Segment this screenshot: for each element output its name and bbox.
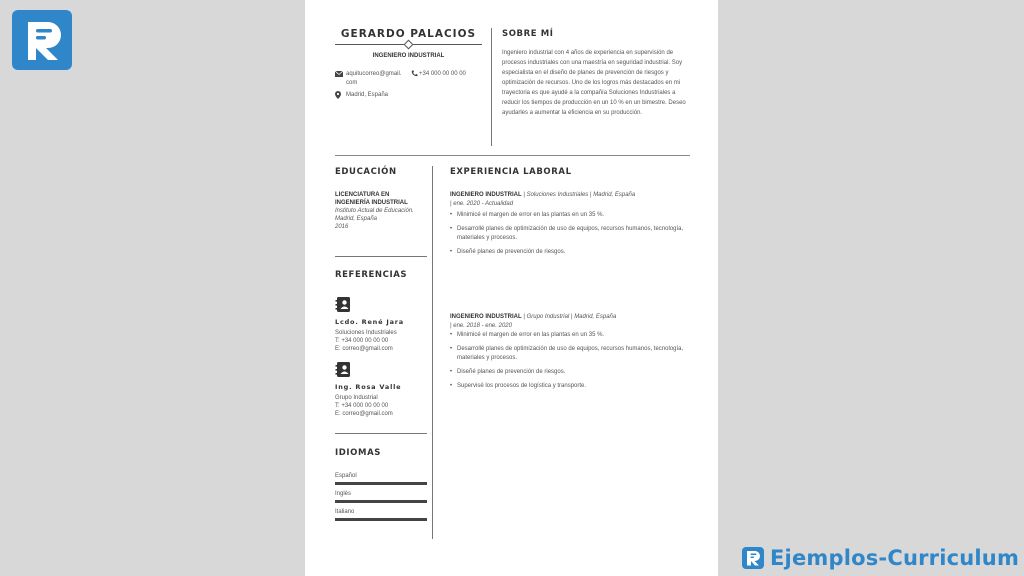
reference-name: Ing. Rosa Valle <box>335 383 402 391</box>
header-vertical-divider <box>491 28 492 146</box>
about-heading: SOBRE MÍ <box>502 29 554 39</box>
section-divider <box>335 155 690 156</box>
job-dates-line: | ene. 2020 - Actualidad <box>450 201 514 207</box>
reference-email: E: correo@gmail.com <box>335 346 393 352</box>
education-school: Instituto Actual de Educación. <box>335 208 414 214</box>
job-bullets <box>450 331 688 391</box>
reference-company: Grupo Industrial <box>335 395 378 401</box>
contact-phone: +34 000 00 00 00 <box>419 71 466 77</box>
reference-email: E: correo@gmail.com <box>335 411 393 417</box>
candidate-name: GERARDO PALACIOS <box>340 28 477 40</box>
language-level-bar <box>335 518 427 521</box>
job-header: INGENIERO INDUSTRIAL | Soluciones Industriales | Madrid, España <box>450 192 636 198</box>
brand-text: Ejemplos-Curriculum <box>770 546 1020 570</box>
job-dates-line: | ene. 2018 - ene. 2020 <box>450 323 512 329</box>
contact-location: Madrid, España <box>346 92 389 98</box>
job-dates: ene. 2018 - ene. 2020 <box>453 323 512 329</box>
language-name: Español <box>335 473 357 479</box>
contact-book-icon <box>335 296 352 313</box>
education-location: Madrid, España <box>335 216 378 222</box>
job-dates: ene. 2020 - Actualidad <box>453 201 514 207</box>
email-line-1: aquitucorreo@gmail. <box>346 71 402 77</box>
job-title: INGENIERO INDUSTRIAL <box>372 53 445 59</box>
education-heading: EDUCACIÓN <box>335 167 397 177</box>
job-bullet: • Diseñé planes de prevención de riesgos. <box>450 248 688 257</box>
reference-name: Lcdo. René Jara <box>335 318 404 326</box>
education-year: 2016 <box>335 224 349 230</box>
contact-book-icon <box>335 361 352 378</box>
job-bullet: • Desarrollé planes de optimización de uso de equipos, recursos humanos, tecnología, materiales y procesos. <box>450 225 688 243</box>
language-name: Italiano <box>335 509 355 515</box>
experience-heading: EXPERIENCIA LABORAL <box>450 167 572 177</box>
job-location: Madrid, España <box>593 192 636 198</box>
phone-icon <box>411 70 418 77</box>
email-line-2: com <box>346 80 358 86</box>
job-header: INGENIERO INDUSTRIAL | Grupo Industrial | Madrid, España <box>450 314 617 320</box>
contact-email <box>346 70 408 88</box>
map-pin-icon <box>335 91 341 99</box>
job-company: Grupo Industrial <box>526 314 570 320</box>
job-entry <box>450 191 688 262</box>
job-bullet: • Diseñé planes de prevención de riesgos. <box>450 368 688 377</box>
column-divider <box>432 166 433 539</box>
job-title: INGENIERO INDUSTRIAL <box>450 314 522 320</box>
degree-line-2: INGENIERÍA INDUSTRIAL <box>335 200 408 206</box>
references-heading: REFERENCIAS <box>335 270 408 280</box>
job-bullet: • Minimicé el margen de error en las plantas en un 35 %. <box>450 211 688 220</box>
job-title: INGENIERO INDUSTRIAL <box>450 192 522 198</box>
job-location: Madrid, España <box>574 314 617 320</box>
reference-item <box>335 383 430 418</box>
education-divider <box>335 256 427 257</box>
app-logo-icon <box>12 10 72 70</box>
references-divider <box>335 433 427 434</box>
degree-line-1: LICENCIATURA EN <box>335 192 390 198</box>
job-bullets <box>450 211 688 257</box>
reference-company: Soluciones Industriales <box>335 330 397 336</box>
reference-item <box>335 318 430 353</box>
brand-watermark <box>742 545 1019 571</box>
language-level-bar <box>335 482 427 485</box>
reference-phone: T: +34 000 00 00 00 <box>335 338 389 344</box>
diamond-ornament-icon <box>404 40 414 50</box>
job-bullet: • Minimicé el margen de error en las plantas en un 35 %. <box>450 331 688 340</box>
envelope-icon <box>335 71 343 77</box>
about-text: Ingeniero industrial con 4 años de experiencia en supervisión de procesos industriales con una maestría en seguridad industrial. Soy especialista en el diseño de planes de prevención de riesgos y optimización de recursos. Uno de los logros más destacados en mi trayectoria es que ayudé a la compañía Soluciones Industriales a reducir los tiempos de producción en un 10 % en un bimestre. Deseo ayudarles a aumentar la eficiencia en su producción. <box>502 50 686 116</box>
job-bullet: • Supervisé los procesos de logística y transporte. <box>450 382 688 391</box>
education-entry <box>335 191 430 231</box>
brand-logo-icon <box>742 547 764 569</box>
reference-phone: T: +34 000 00 00 00 <box>335 403 389 409</box>
job-bullet: • Desarrollé planes de optimización de uso de equipos, recursos humanos, tecnología, materiales y procesos. <box>450 345 688 363</box>
job-company: Soluciones Industriales <box>526 192 589 198</box>
language-name: Inglés <box>335 491 352 497</box>
resume-page <box>305 0 718 576</box>
job-entry <box>450 313 688 396</box>
language-level-bar <box>335 500 427 503</box>
languages-heading: IDIOMAS <box>335 448 381 458</box>
